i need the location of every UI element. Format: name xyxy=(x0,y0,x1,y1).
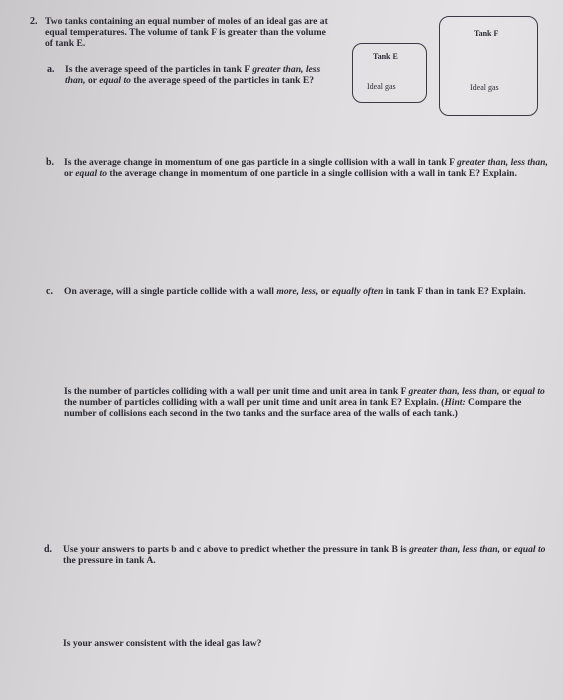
question-number: 2. xyxy=(30,16,38,27)
part-b-text: or xyxy=(64,168,76,180)
part-d-text: the pressure in tank A. xyxy=(63,555,156,567)
tank-e-gas-label: Ideal gas xyxy=(367,82,396,91)
part-c-question xyxy=(64,286,552,297)
part-d-emphasis: greater than, less than, xyxy=(409,544,501,555)
part-c-followup-text: the number of particles colliding with a wall per unit time and unit area in tank E? Explain. ( xyxy=(64,397,445,409)
part-d-letter: d. xyxy=(44,544,53,555)
part-a-text: the average speed of the particles in tank E? xyxy=(130,75,315,87)
part-c-followup-emphasis: equal to xyxy=(513,386,545,397)
part-c-text: or xyxy=(318,286,332,297)
tank-f-label: Tank F xyxy=(474,29,499,38)
part-c-followup-emphasis: greater than, less than, xyxy=(408,386,500,397)
part-b-text: the average change in momentum of one particle in a single collision with a wall in tank E? Explain. xyxy=(107,168,517,180)
hint-text: Compare the number of collisions each second in the two tanks and the surface area of the walls of each tank.) xyxy=(64,397,522,420)
tank-f-diagram xyxy=(439,16,538,116)
part-d-text: Use your answers to parts b and c above to predict whether the pressure in tank B is xyxy=(63,544,410,555)
part-c-followup-text: Is the number of particles colliding with a wall per unit time and unit area in tank F xyxy=(64,386,409,397)
part-a-letter: a. xyxy=(47,64,55,75)
question-intro: Two tanks containing an equal number of moles of an ideal gas are at equal temperatures. The volume of tank F is greater than the volume of tank E. xyxy=(45,16,328,50)
part-a-text: or xyxy=(85,75,100,87)
part-d-emphasis: equal to xyxy=(513,544,546,555)
part-c-followup-question xyxy=(64,386,554,420)
tank-f-gas-label: Ideal gas xyxy=(470,83,499,92)
part-d-question xyxy=(63,544,557,566)
part-d-followup-question: Is your answer consistent with the ideal gas law? xyxy=(63,638,262,649)
part-c-letter: c. xyxy=(46,286,53,297)
part-b-letter: b. xyxy=(46,157,55,168)
part-a-emphasis: equal to xyxy=(99,75,131,87)
part-d-text: or xyxy=(500,544,514,555)
part-b-question xyxy=(64,157,550,179)
part-c-emphasis: more, less, xyxy=(276,286,319,297)
part-b-emphasis: greater than, less than, xyxy=(457,157,548,168)
part-b-emphasis: equal to xyxy=(75,168,107,180)
part-a-emphasis: greater than, less than, xyxy=(65,64,321,87)
part-a-question xyxy=(65,64,327,86)
tank-e-label: Tank E xyxy=(373,52,398,61)
part-c-text: in tank F than in tank E? Explain. xyxy=(383,286,526,297)
part-c-emphasis: equally often xyxy=(331,286,384,297)
part-c-followup-text: or xyxy=(499,386,514,397)
part-a-text: Is the average speed of the particles in tank F xyxy=(65,64,253,75)
part-b-text: Is the average change in momentum of one gas particle in a single collision with a wall in tank F xyxy=(64,157,457,168)
tank-e-diagram xyxy=(352,43,427,103)
hint-label: Hint: xyxy=(444,397,466,409)
part-c-text: On average, will a single particle collide with a wall xyxy=(64,286,277,297)
